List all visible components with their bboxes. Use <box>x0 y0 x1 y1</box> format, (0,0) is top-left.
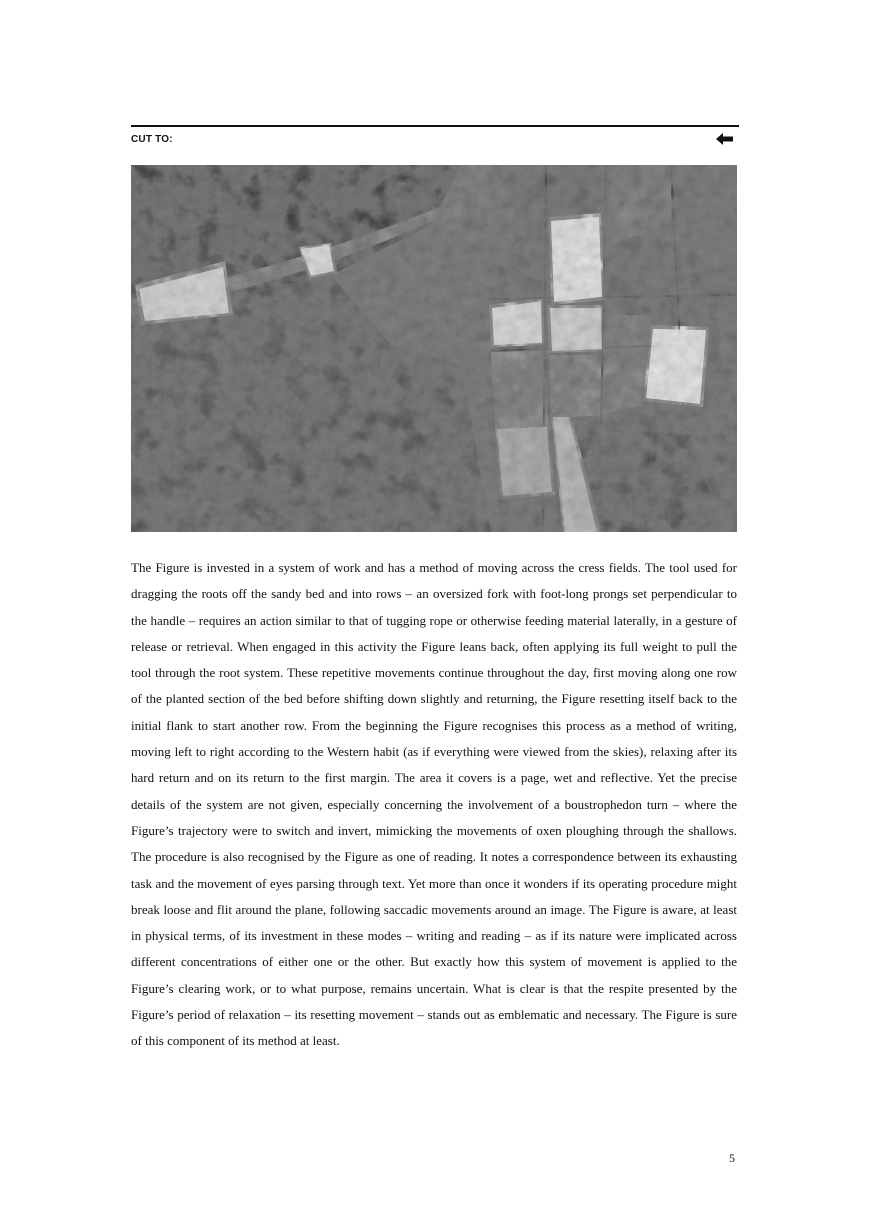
left-arrow-icon[interactable] <box>715 132 735 146</box>
page-number: 5 <box>729 1151 735 1165</box>
cut-to-label: CUT TO: <box>131 134 173 145</box>
header-rule <box>131 125 739 127</box>
body-paragraph: The Figure is invested in a system of work and has a method of moving across the cress fields. The tool used for dragging the roots off the sandy bed and into rows – an oversized fork with foot-long prongs set perpendicular to the handle – requires an action similar to that of tugging rope or otherwise feeding material laterally, in a gesture of release or retrieval. When engaged in this activity the Figure leans back, often applying its full weight to pull the tool through the root system. These repetitive movements continue throughout the day, first moving along one row of the planted section of the bed before shifting down slightly and returning, the Figure resetting itself back to the initial flank to start another row. From the beginning the Figure recognises this process as a method of writing, moving left to right according to the Western habit (as if everything were viewed from the skies), relaxing after its hard return and on its return to the first margin. The area it covers is a page, wet and reflective. Yet the precise details of the system are not given, especially concerning the involvement of a boustrophedon turn – where the Figure’s trajectory were to switch and invert, mimicking the movements of oxen ploughing through the shallows. The procedure is also recognised by the Figure as one of reading. It notes a correspondence between its exhausting task and the movement of eyes parsing through text. Yet more than once it wonders if its operating procedure might break loose and flit around the plane, following saccadic movements around an image. The Figure is aware, at least in physical terms, of its investment in these modes – writing and reading – as if its nature were implicated across different concentrations of either one or the other. But exactly how this system of movement is applied to the Figure’s clearing work, or to what purpose, remains uncertain. What is clear is that the respite presented by the Figure’s period of relaxation – its resetting movement – stands out as emblematic and necessary. The Figure is sure of this component of its method at least. <box>131 560 737 1049</box>
aerial-photo <box>131 165 737 532</box>
